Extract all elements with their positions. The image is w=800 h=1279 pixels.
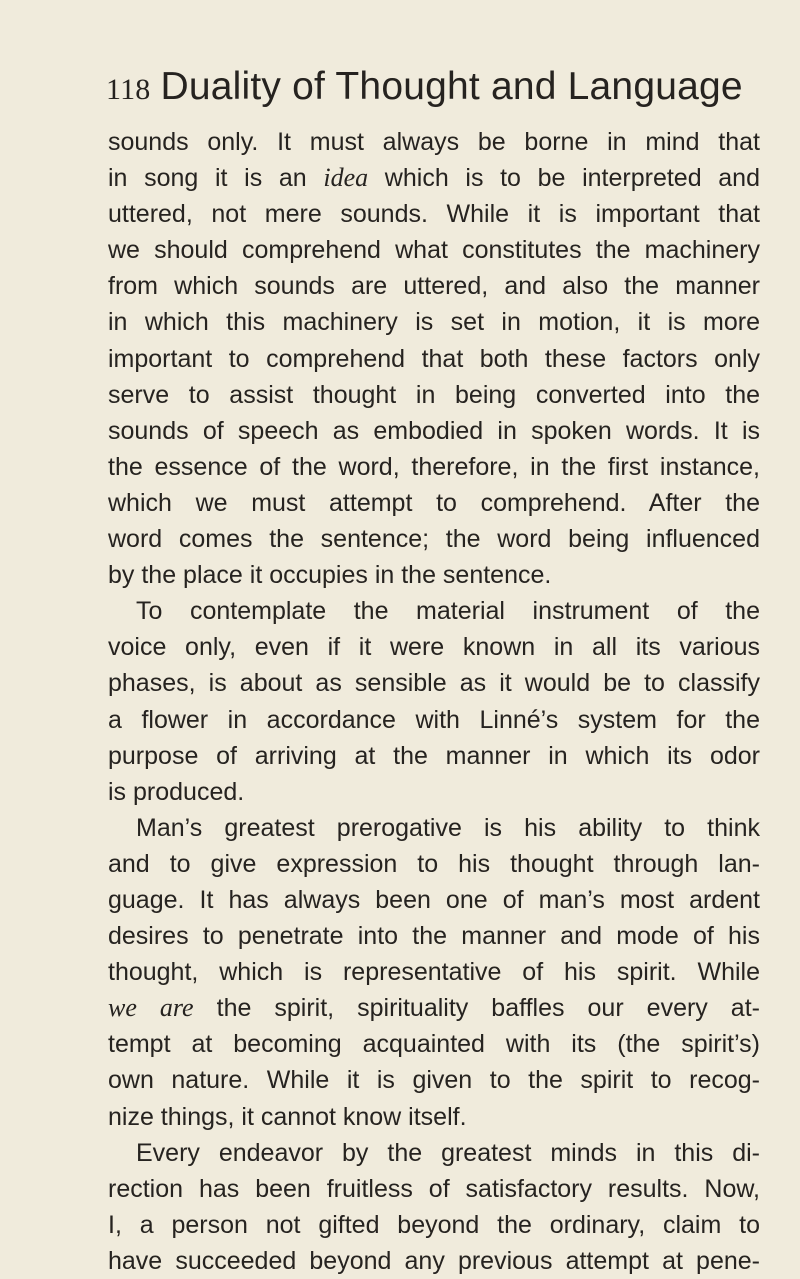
italic-run: we [108,993,137,1023]
text-line: is produced. [108,777,245,806]
text-line: we should comprehend what constitutes the machinery [108,236,760,265]
text-run: in song it is an [108,164,324,193]
text-line: own nature. While it is given to the spirit to recog- [108,1066,760,1095]
text-line: Every endeavor by the greatest minds in this di- [136,1138,760,1167]
text-line: voice only, even if it were known in all its various [108,633,760,662]
text-line: have succeeded beyond any previous attempt at pene- [108,1246,760,1275]
text-line: sounds only. It must always be borne in mind that [108,128,760,156]
text-line: word comes the sentence; the word being influenced [108,525,760,554]
text-line: rection has been fruitless of satisfactory results. Now, [108,1174,760,1203]
text-run: which is to be interpreted and [368,164,760,193]
text-line: uttered, not mere sounds. While it is important that [108,200,760,229]
running-head [106,62,756,112]
text-line: from which sounds are uttered, and also the manner [108,272,760,301]
text-line: purpose of arriving at the manner in which its odor [108,741,760,770]
text-line: Man’s greatest prerogative is his ability to think [136,813,760,842]
text-line: which we must attempt to comprehend. After the [108,488,760,517]
text-line: phases, is about as sensible as it would be to classify [108,669,760,698]
text-line: guage. It has always been one of man’s most ardent [108,885,760,914]
page-number: 118 [106,73,151,106]
body-text [108,124,760,1279]
text-line: desires to penetrate into the manner and mode of his [108,922,760,951]
text-line: by the place it occupies in the sentence. [108,561,552,590]
text-run [137,994,160,1022]
text-line: nize things, it cannot know itself. [108,1102,467,1131]
text-line: thought, which is representative of his spirit. While [108,958,760,987]
text-line: in which this machinery is set in motion, it is more [108,308,760,337]
text-line [108,160,760,196]
text-line: a flower in accordance with Linné’s system for the [108,705,760,734]
running-title: Duality of Thought and Language [160,65,743,108]
text-line [108,990,760,1026]
text-line: tempt at becoming acquainted with its (the spirit’s) [108,1030,760,1059]
italic-run: idea [323,163,369,193]
text-line: important to comprehend that both these factors only [108,344,760,373]
text-line: serve to assist thought in being converted into the [108,380,760,409]
text-line: sounds of speech as embodied in spoken words. It is [108,416,760,445]
text-line: and to give expression to his thought through lan- [108,849,760,878]
text-line: the essence of the word, therefore, in the first instance, [108,452,760,481]
text-line: To contemplate the material instrument of the [136,597,760,626]
italic-run: are [159,993,194,1023]
text-line: I, a person not gifted beyond the ordinary, claim to [108,1210,760,1239]
text-run: the spirit, spirituality baffles our every at- [193,994,760,1023]
